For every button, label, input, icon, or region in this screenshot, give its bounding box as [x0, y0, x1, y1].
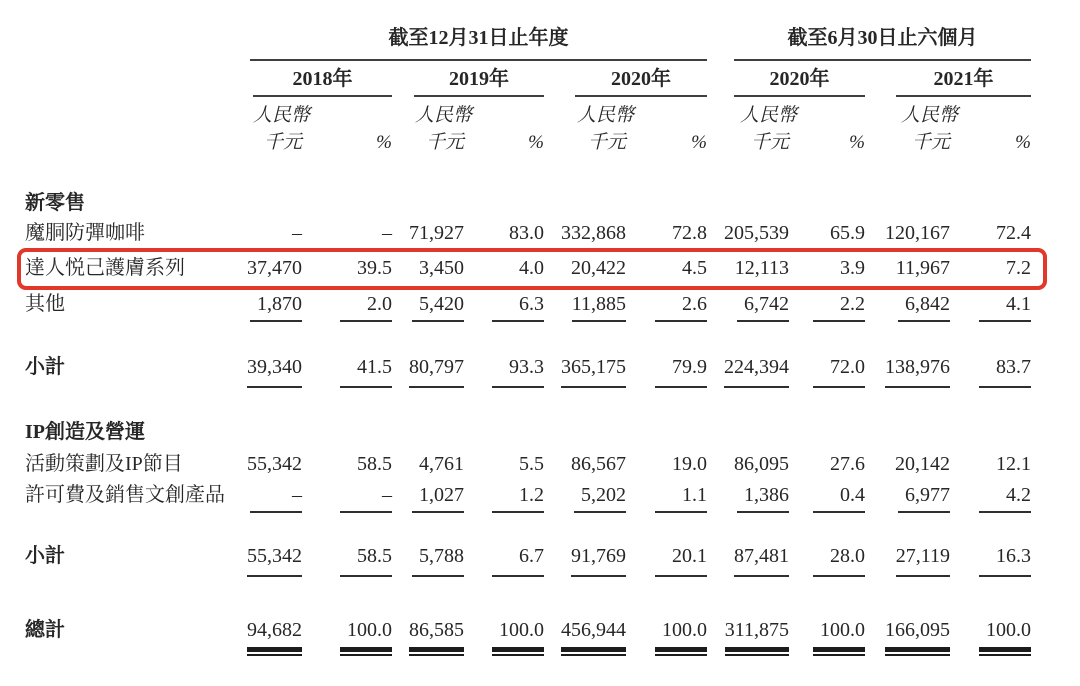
percent-column-label: % — [1015, 132, 1031, 153]
value: 205,539 — [724, 222, 789, 244]
value-cell — [813, 482, 865, 513]
value: 1,870 — [250, 291, 302, 322]
value-cell — [340, 482, 392, 513]
value: 71,927 — [409, 222, 464, 244]
row-label: 許可費及銷售文創產品 — [25, 484, 225, 506]
value: 1.1 — [655, 482, 707, 513]
value: 79.9 — [655, 354, 707, 388]
year-header: 2019年 — [449, 68, 509, 90]
value-cell — [813, 543, 865, 577]
value: 11,885 — [572, 291, 626, 322]
value: – — [250, 482, 302, 513]
row-label: 新零售 — [25, 192, 85, 214]
table-row — [0, 291, 1080, 317]
percent-column-label: % — [376, 132, 392, 153]
value: 6.3 — [492, 291, 544, 322]
value: 4.0 — [519, 257, 544, 279]
value: 4.5 — [682, 257, 707, 279]
value: 3,450 — [419, 257, 464, 279]
value: 2.0 — [340, 291, 392, 322]
value-cell — [412, 255, 464, 281]
value: 20.1 — [655, 543, 707, 577]
value-cell — [492, 482, 544, 513]
currency-unit-label: 人民幣 — [900, 105, 958, 126]
thousand-unit-label: 千元 — [911, 132, 950, 153]
value: 39,340 — [247, 354, 302, 388]
value-cell — [340, 617, 392, 652]
table-row — [0, 451, 1080, 477]
table-row — [0, 255, 1080, 281]
value: 39.5 — [357, 257, 392, 279]
currency-unit-label: 人民幣 — [739, 105, 797, 126]
thousand-unit-label: 千元 — [263, 132, 302, 153]
value-cell — [734, 451, 789, 477]
value-cell — [813, 354, 865, 388]
value-cell — [813, 617, 865, 652]
value: 3.9 — [840, 257, 865, 279]
value-cell — [412, 543, 464, 577]
value: – — [292, 222, 302, 244]
row-label: IP創造及營運 — [25, 421, 145, 443]
row-label: 活動策劃及IP節目 — [25, 453, 183, 475]
value-cell — [737, 482, 789, 513]
value-cell — [979, 291, 1031, 322]
value: 12,113 — [734, 257, 789, 279]
value-cell — [734, 543, 789, 577]
value-cell — [979, 354, 1031, 388]
value: 72.8 — [672, 222, 707, 244]
value-cell — [813, 451, 865, 477]
value: 93.3 — [492, 354, 544, 388]
value-cell — [979, 617, 1031, 652]
value: 2.2 — [813, 291, 865, 322]
value: 19.0 — [672, 453, 707, 475]
value-cell — [979, 543, 1031, 577]
period-header: 截至6月30日止六個月 — [787, 27, 978, 49]
value: 86,567 — [571, 453, 626, 475]
thousand-unit-label: 千元 — [750, 132, 789, 153]
value-cell — [655, 543, 707, 577]
value: 100.0 — [340, 617, 392, 652]
value: 16.3 — [979, 543, 1031, 577]
value: 41.5 — [340, 354, 392, 388]
subtotal-row — [0, 543, 1080, 569]
value-cell — [979, 482, 1031, 513]
value: 100.0 — [655, 617, 707, 652]
value-cell — [979, 255, 1031, 281]
value: 6,977 — [898, 482, 950, 513]
value: 100.0 — [492, 617, 544, 652]
value-cell — [655, 482, 707, 513]
value-cell — [895, 451, 950, 477]
year-header: 2018年 — [292, 68, 353, 90]
row-label: 小計 — [25, 545, 65, 567]
value-cell — [813, 291, 865, 322]
value-cell — [250, 482, 302, 513]
value: 5,202 — [574, 482, 626, 513]
value: 4,761 — [419, 453, 464, 475]
value: 6.7 — [492, 543, 544, 577]
value: 138,976 — [885, 354, 950, 388]
value: 100.0 — [813, 617, 865, 652]
value: 5,420 — [412, 291, 464, 322]
subtotal-row — [0, 354, 1080, 380]
value-cell — [979, 220, 1031, 246]
value-cell — [813, 220, 865, 246]
value-cell — [655, 220, 707, 246]
value-cell — [571, 543, 626, 577]
value: 2.6 — [655, 291, 707, 322]
currency-unit-label: 人民幣 — [252, 105, 310, 126]
value-cell — [561, 220, 626, 246]
value: 332,868 — [561, 222, 626, 244]
year-header: 2021年 — [933, 68, 994, 90]
value-cell — [574, 482, 626, 513]
year-header: 2020年 — [769, 68, 830, 90]
value-cell — [247, 543, 302, 577]
value-cell — [250, 220, 302, 246]
value: 55,342 — [247, 543, 302, 577]
value-cell — [885, 220, 950, 246]
value-cell — [898, 482, 950, 513]
value-cell — [409, 617, 464, 652]
value-cell — [492, 451, 544, 477]
value: 5.5 — [519, 453, 544, 475]
value: 55,342 — [247, 453, 302, 475]
value: 12.1 — [996, 453, 1031, 475]
row-label: 達人悦己護膚系列 — [25, 257, 185, 279]
value-cell — [655, 291, 707, 322]
table-row — [0, 482, 1080, 508]
row-label: 其他 — [25, 293, 65, 315]
value: – — [382, 222, 392, 244]
value-cell — [409, 220, 464, 246]
value: 91,769 — [571, 543, 626, 577]
value-cell — [572, 291, 626, 322]
section-header-row — [0, 419, 1080, 445]
value: 72.4 — [996, 222, 1031, 244]
value-cell — [885, 354, 950, 388]
percent-column-label: % — [691, 132, 707, 153]
percent-column-label: % — [849, 132, 865, 153]
value-cell — [247, 617, 302, 652]
value-cell — [655, 354, 707, 388]
value: 166,095 — [885, 617, 950, 652]
value: 72.0 — [813, 354, 865, 388]
value-cell — [655, 255, 707, 281]
value: 80,797 — [409, 354, 464, 388]
value-cell — [724, 354, 789, 388]
value: 58.5 — [340, 543, 392, 577]
value: 65.9 — [830, 222, 865, 244]
value-cell — [340, 354, 392, 388]
value: 20,142 — [895, 453, 950, 475]
value-cell — [340, 451, 392, 477]
value-cell — [492, 220, 544, 246]
currency-unit-label: 人民幣 — [414, 105, 472, 126]
value-cell — [655, 617, 707, 652]
value: 6,742 — [737, 291, 789, 322]
thousand-unit-label: 千元 — [587, 132, 626, 153]
value-cell — [247, 451, 302, 477]
value: 311,875 — [725, 617, 789, 652]
value: 94,682 — [247, 617, 302, 652]
value-cell — [340, 220, 392, 246]
value: 83.7 — [979, 354, 1031, 388]
value: 87,481 — [734, 543, 789, 577]
value-cell — [492, 354, 544, 388]
value: 1,027 — [412, 482, 464, 513]
value: 27.6 — [830, 453, 865, 475]
value: 86,585 — [409, 617, 464, 652]
value: 11,967 — [895, 257, 950, 279]
value-cell — [655, 451, 707, 477]
value: 7.2 — [1006, 257, 1031, 279]
value-cell — [492, 543, 544, 577]
table-row — [0, 220, 1080, 246]
value: 5,788 — [412, 543, 464, 577]
value: 83.0 — [509, 222, 544, 244]
row-label: 小計 — [25, 356, 65, 378]
row-label: 魔胴防彈咖啡 — [25, 222, 145, 244]
value: 86,095 — [734, 453, 789, 475]
value: 224,394 — [724, 354, 789, 388]
value-cell — [735, 255, 789, 281]
value: 456,944 — [561, 617, 626, 652]
currency-unit-label: 人民幣 — [576, 105, 634, 126]
value-cell — [409, 354, 464, 388]
section-header-row — [0, 190, 1080, 216]
value-cell — [561, 617, 626, 652]
value-cell — [247, 255, 302, 281]
value-cell — [492, 617, 544, 652]
value-cell — [247, 354, 302, 388]
value-cell — [250, 291, 302, 322]
value-cell — [885, 617, 950, 652]
percent-column-label: % — [528, 132, 544, 153]
value: 37,470 — [247, 257, 302, 279]
value: 120,167 — [885, 222, 950, 244]
value-cell — [340, 291, 392, 322]
year-header: 2020年 — [611, 68, 671, 90]
value-cell — [737, 291, 789, 322]
value-cell — [571, 255, 626, 281]
value-cell — [561, 354, 626, 388]
value-cell — [492, 255, 544, 281]
value: 0.4 — [813, 482, 865, 513]
value-cell — [412, 291, 464, 322]
value: 365,175 — [561, 354, 626, 388]
value-cell — [340, 255, 392, 281]
value-cell — [979, 451, 1031, 477]
thousand-unit-label: 千元 — [425, 132, 464, 153]
value: 28.0 — [813, 543, 865, 577]
value-cell — [813, 255, 865, 281]
value: 6,842 — [898, 291, 950, 322]
value-cell — [412, 451, 464, 477]
value-cell — [412, 482, 464, 513]
value: 1.2 — [492, 482, 544, 513]
value-cell — [724, 220, 789, 246]
value: 100.0 — [979, 617, 1031, 652]
value-cell — [898, 291, 950, 322]
period-header: 截至12月31日止年度 — [388, 27, 569, 49]
total-row — [0, 617, 1080, 643]
value: 1,386 — [737, 482, 789, 513]
row-label: 總計 — [25, 619, 65, 641]
value-cell — [725, 617, 789, 652]
value: 27,119 — [896, 543, 950, 577]
value: 4.2 — [979, 482, 1031, 513]
value: 4.1 — [979, 291, 1031, 322]
value: – — [340, 482, 392, 513]
value-cell — [492, 291, 544, 322]
value-cell — [896, 255, 950, 281]
value-cell — [340, 543, 392, 577]
value-cell — [571, 451, 626, 477]
value-cell — [896, 543, 950, 577]
value: 20,422 — [571, 257, 626, 279]
value: 58.5 — [357, 453, 392, 475]
